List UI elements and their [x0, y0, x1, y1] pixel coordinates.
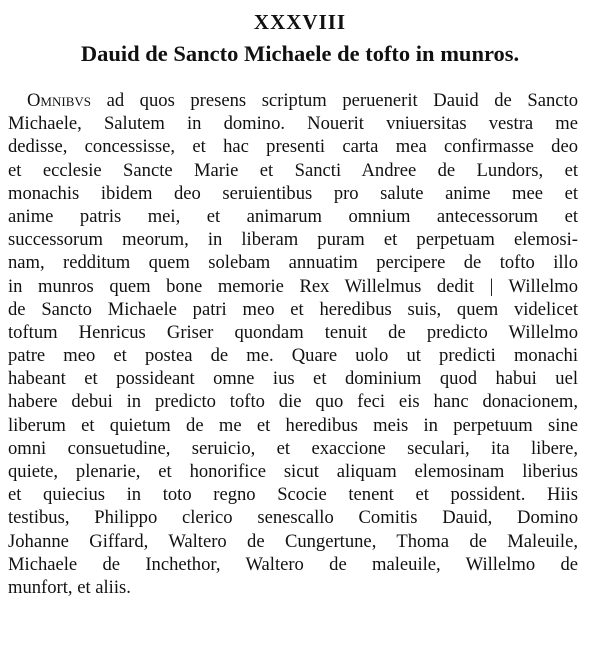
text-line: omni consuetudine, seruicio, et exaccione seculari, ita libere,	[8, 437, 578, 459]
text-line: patre meo et postea de me. Quare uolo ut predicti monachi	[8, 345, 578, 367]
text-line: et quiecius in toto regno Scocie tenent et possident. Hiis	[8, 484, 578, 506]
text-line: liberum et quietum de me et heredibus meis in perpetuum sine	[8, 414, 578, 436]
text-line: munfort, et aliis.	[8, 576, 131, 598]
text-line: nam, redditum quem solebam annuatim percipere de tofto illo	[8, 252, 578, 274]
text-line: testibus, Philippo clerico senescallo Comitis Dauid, Domino	[8, 507, 578, 529]
text-line: anime patris mei, et animarum omnium antecessorum et	[8, 205, 578, 227]
opening-word: Omnibvs	[27, 90, 91, 111]
text-line: successorum meorum, in liberam puram et perpetuam elemosi-	[8, 229, 578, 251]
text-line: dedisse, concessisse, et hac presenti carta mea confirmasse deo	[8, 136, 578, 158]
chapter-number: XXXVIII	[253, 10, 347, 34]
text-line: de Sancto Michaele patri meo et heredibus suis, quem videlicet	[8, 298, 578, 320]
text-line: toftum Henricus Griser quondam tenuit de predicto Willelmo	[8, 321, 578, 343]
text-line: habere debui in predicto tofto die quo feci eis hanc donacionem,	[8, 391, 578, 413]
text-line: habeant et possideant omne ius et dominium quod habui uel	[8, 368, 578, 390]
text-line	[8, 89, 578, 112]
text-line: et ecclesie Sancte Marie et Sancti Andree de Lundors, et	[8, 159, 578, 181]
text-line: Johanne Giffard, Waltero de Cungertune, Thoma de Maleuile,	[8, 530, 578, 552]
text-line: in munros quem bone memorie Rex Willelmus dedit | Willelmo	[8, 275, 578, 297]
text-line: Michaele de Inchethor, Waltero de maleuile, Willelmo de	[8, 553, 578, 575]
text-line: quiete, plenarie, et honorifice sicut aliquam elemosinam liberius	[8, 461, 578, 482]
text-line: Michaele, Salutem in domino. Nouerit vniuersitas vestra me	[8, 113, 578, 135]
text-line-content: ad quos presens scriptum peruenerit Dauid de Sancto	[91, 90, 578, 111]
chapter-title: Dauid de Sancto Michaele de tofto in munros.	[80, 41, 520, 66]
text-line: monachis ibidem deo seruientibus pro salute anime mee et	[8, 182, 578, 204]
charter-text	[8, 89, 578, 599]
